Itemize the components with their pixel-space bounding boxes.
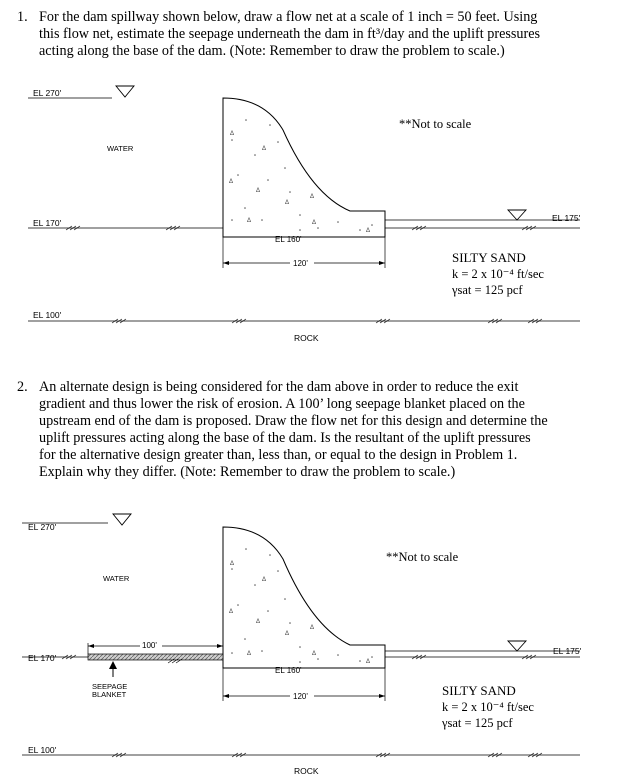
soil-unit-weight: γsat = 125 pcf [452,283,523,297]
dam-body [223,527,385,668]
water-level-triangle-icon [113,514,131,525]
el-175-label: EL 175' [553,646,582,656]
soil-permeability: k = 2 x 10⁻⁴ ft/sec [452,267,544,281]
el-160-label: EL 160' [275,235,302,244]
not-to-scale-note: **Not to scale [399,117,472,131]
problem-1-line: For the dam spillway shown below, draw a flow net at a scale of 1 inch = 50 feet. Using [39,9,538,25]
problem-2-line: gradient and thus lower the risk of erosion. A 100’ long seepage blanket placed on the [39,396,525,412]
svg-text:Δ: Δ [229,609,234,615]
rock-label: ROCK [294,766,319,776]
el-170-label: EL 170' [28,653,57,663]
blanket-label-line-1: SEEPAGE [92,682,128,691]
svg-text:Δ: Δ [247,218,252,224]
soil-permeability: k = 2 x 10⁻⁴ ft/sec [442,700,534,714]
svg-text:Δ: Δ [310,194,315,200]
svg-text:Δ: Δ [366,659,371,665]
base-width-label: 120' [293,692,308,701]
el-270-label: EL 270' [33,88,62,98]
blanket-label-line-2: BLANKET [92,690,127,699]
water-label: WATER [103,574,130,583]
problem-2-line: uplift pressures acting along the base of the dam. Is the resultant of the uplift pressures [39,430,531,446]
tailwater-triangle-icon [508,210,526,220]
svg-text:Δ: Δ [285,200,290,206]
water-label: WATER [107,144,134,153]
svg-text:Δ: Δ [229,179,234,185]
svg-text:Δ: Δ [256,619,261,625]
svg-text:Δ: Δ [312,651,317,657]
blanket-arrow-icon [109,661,117,669]
problem-1-line: acting along the base of the dam. (Note: Remember to draw the problem to scale.) [39,43,505,59]
svg-text:Δ: Δ [262,146,267,152]
water-level-triangle-icon [116,86,134,97]
soil-name: SILTY SAND [452,250,526,265]
not-to-scale-note: **Not to scale [386,550,459,564]
problem-2-line: An alternate design is being considered for the dam above in order to reduce the exit [39,379,519,395]
dam-diagram-1 [0,80,626,380]
dam-body [223,98,385,237]
soil-name: SILTY SAND [442,683,516,698]
el-160-label: EL 160' [275,666,302,675]
svg-text:Δ: Δ [310,625,315,631]
problem-2-number: 2. [17,379,28,395]
svg-text:Δ: Δ [247,651,252,657]
tailwater-triangle-icon [508,641,526,651]
svg-text:Δ: Δ [230,561,235,567]
blanket-length-label: 100' [142,641,157,650]
svg-text:Δ: Δ [285,631,290,637]
seepage-blanket [88,654,223,660]
problem-2-line: upstream end of the dam is proposed. Draw the flow net for this design and determine the [39,413,548,429]
svg-text:Δ: Δ [230,131,235,137]
problem-1-number: 1. [17,9,28,25]
soil-unit-weight: γsat = 125 pcf [442,716,513,730]
dam-diagram-2 [0,505,626,780]
svg-text:Δ: Δ [256,188,261,194]
problem-1-line: this flow net, estimate the seepage underneath the dam in ft³/day and the uplift pressures [39,26,541,42]
el-175-label: EL 175' [552,213,581,223]
svg-text:Δ: Δ [262,577,267,583]
el-100-label: EL 100' [28,745,57,755]
el-170-label: EL 170' [33,218,62,228]
el-270-label: EL 270' [28,522,57,532]
el-100-label: EL 100' [33,310,62,320]
rock-label: ROCK [294,333,319,343]
svg-text:Δ: Δ [312,220,317,226]
problem-2-line: Explain why they differ. (Note: Remember to draw the problem to scale.) [39,464,456,480]
svg-text:Δ: Δ [366,228,371,234]
problem-2-line: for the alternative design greater than, less than, or equal to the design in Problem 1. [39,447,518,463]
base-width-label: 120' [293,259,308,268]
